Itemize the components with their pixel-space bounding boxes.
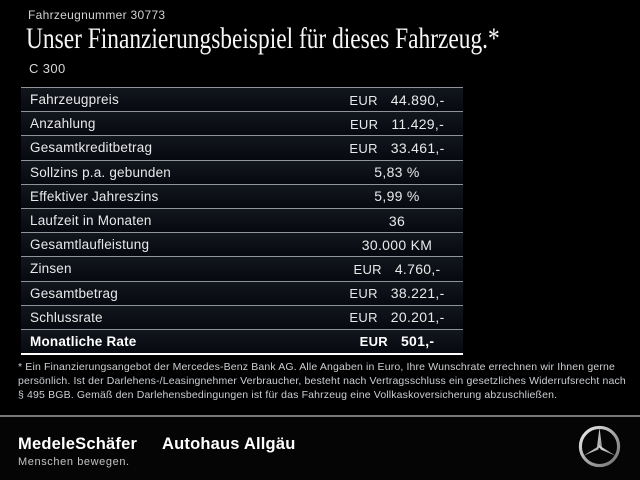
disclaimer: [18, 360, 630, 402]
currency-label: EUR: [349, 116, 379, 132]
mercedes-star-icon: [576, 423, 623, 470]
row-label: Effektiver Jahreszins: [30, 188, 159, 204]
table-row-monthly-rate: [21, 329, 463, 353]
row-label: Laufzeit in Monaten: [30, 213, 152, 229]
footer-divider: [0, 415, 640, 417]
row-label: Zinsen: [30, 261, 72, 277]
row-value: 36: [388, 212, 406, 229]
row-label: Schlussrate: [30, 309, 103, 325]
row-value: 5,83 %: [374, 164, 420, 181]
table-row: [21, 111, 463, 135]
disclaimer-line: § 495 BGB. Gemäß den Darlehensbedingungen ist für das Fahrzeug eine Vollkaskoversicherung abzuschließen.: [18, 389, 558, 401]
page-title: Unser Finanzierungsbeispiel für dieses Fahrzeug.*: [26, 22, 500, 55]
row-value: 44.890,-: [390, 91, 445, 108]
table-row: [21, 87, 463, 111]
table-row: [21, 160, 463, 184]
currency-label: EUR: [349, 92, 378, 108]
currency-label: EUR: [349, 310, 378, 326]
table-row: [21, 135, 463, 159]
row-label: Sollzins p.a. gebunden: [30, 164, 172, 180]
currency-label: EUR: [349, 140, 378, 156]
table-row: [21, 305, 463, 329]
currency-label: EUR: [349, 286, 378, 302]
row-label: Fahrzeugpreis: [30, 92, 119, 108]
table-row: [21, 232, 463, 256]
row-value: 30.000 KM: [361, 236, 433, 253]
disclaimer-line: * Ein Finanzierungsangebot der Mercedes-Benz Bank AG. Alle Angaben in Euro, Ihre Wunschrate errechnen wir Ihnen gerne: [18, 361, 615, 373]
vehicle-number: Fahrzeugnummer 30773: [28, 8, 166, 22]
disclaimer-line: persönlich. Ist der Darlehens-/Leasingnehmer Verbraucher, besteht nach Vertragsschluss ein gesetzliches Widerrufsrecht nach: [18, 375, 626, 387]
finance-table: [21, 87, 463, 355]
row-label: Gesamtkreditbetrag: [30, 140, 153, 156]
table-row: [21, 184, 463, 208]
currency-label: EUR: [359, 334, 388, 350]
row-label: Anzahlung: [30, 116, 96, 132]
row-value: 33.461,-: [390, 139, 445, 156]
table-row: [21, 208, 463, 232]
row-value: 5,99 %: [374, 188, 420, 205]
row-label: Monatliche Rate: [30, 333, 137, 349]
table-row: [21, 281, 463, 305]
row-value: 4.760,-: [394, 260, 441, 277]
currency-label: EUR: [353, 261, 382, 277]
row-value: 501,-: [400, 333, 435, 350]
dealer-logo: MedeleSchäfer: [18, 435, 138, 453]
dealer-tagline: Menschen bewegen.: [18, 456, 130, 468]
row-label: Gesamtlaufleistung: [30, 237, 150, 253]
row-value: 20.201,-: [390, 309, 445, 326]
model-name: C 300: [29, 61, 66, 76]
dealer-secondary-logo: Autohaus Allgäu: [162, 435, 296, 453]
row-label: Gesamtbetrag: [30, 285, 118, 301]
row-value: 11.429,-: [391, 115, 445, 132]
table-row: [21, 256, 463, 280]
row-value: 38.221,-: [390, 285, 445, 302]
